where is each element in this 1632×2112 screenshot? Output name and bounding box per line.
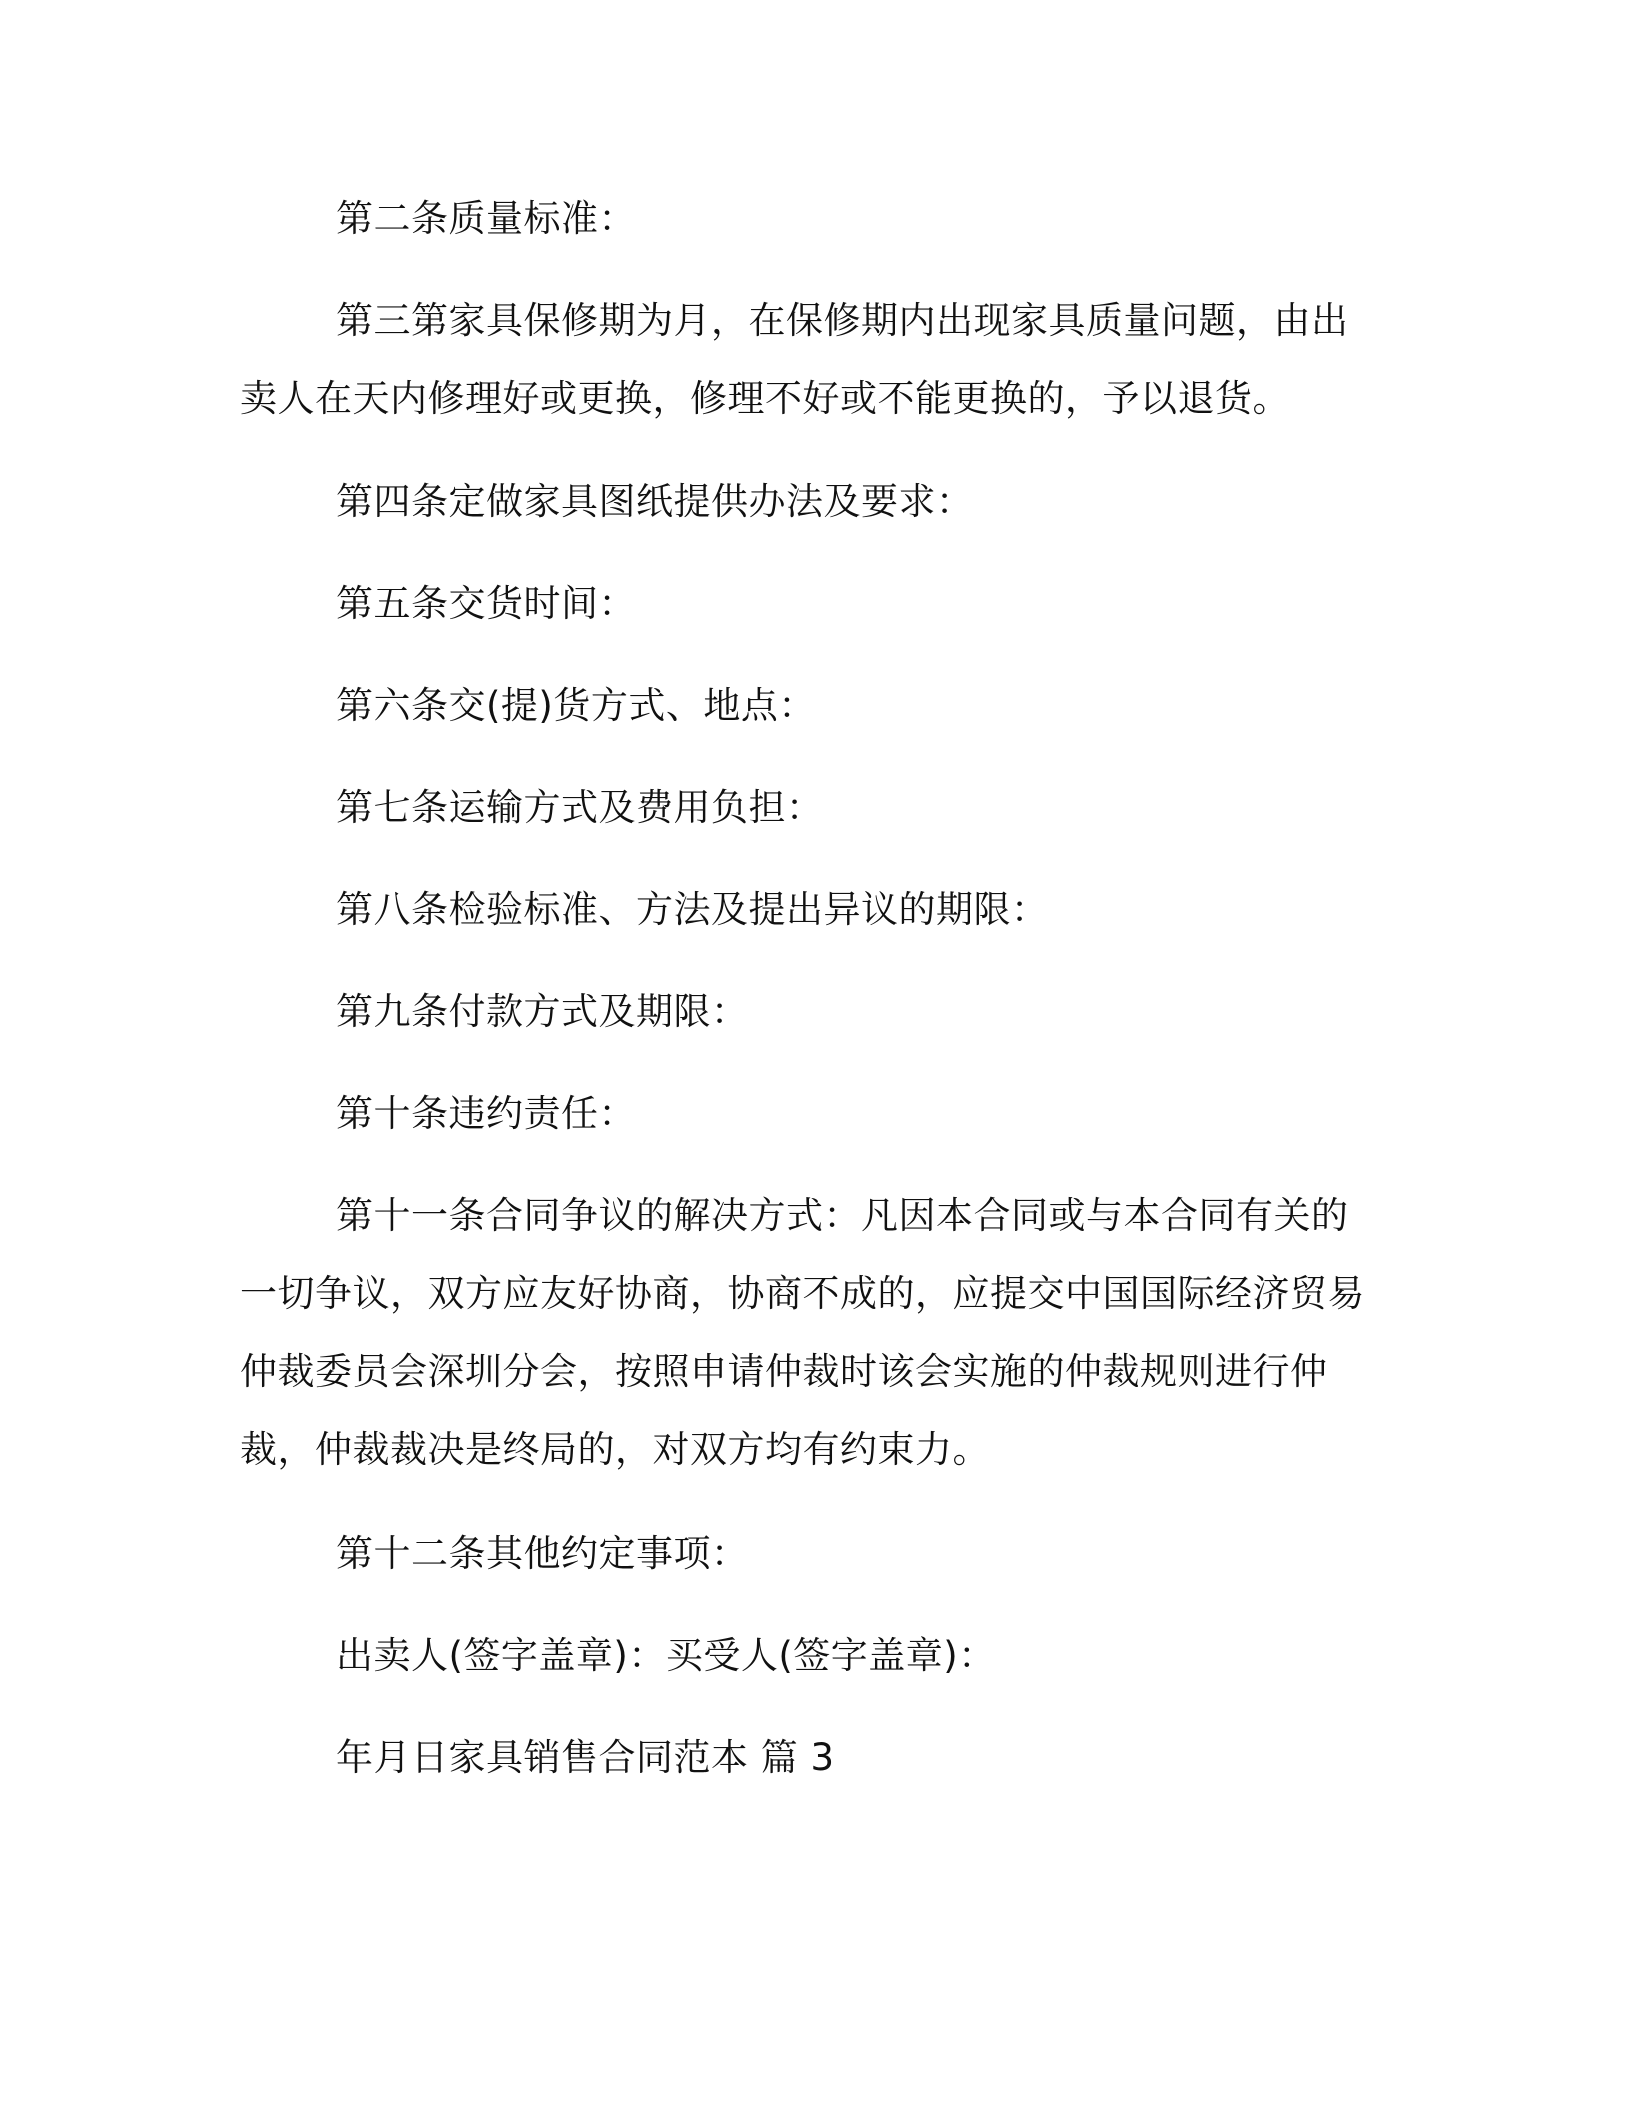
clause-8-inspection: 第八条检验标准、方法及提出异议的期限： [336, 888, 1049, 931]
clause-2-quality-standard: 第二条质量标准： [336, 197, 636, 240]
clause-9-payment: 第九条付款方式及期限： [336, 990, 749, 1033]
clause-11-dispute-resolution: 第十一条合同争议的解决方式：凡因本合同或与本合同有关的一切争议，双方应友好协商，协商不成的，应提交中国国际经济贸易仲裁委员会深圳分会，按照申请仲裁时该会实施的仲裁规则进行仲裁，仲裁裁决是终局的，对双方均有约束力。 [240, 1194, 1365, 1471]
clause-5-delivery-time: 第五条交货时间： [336, 582, 636, 625]
clause-7-transport: 第七条运输方式及费用负担： [336, 786, 824, 829]
clause-10-liability: 第十条违约责任： [336, 1092, 636, 1135]
date-and-section-heading: 年月日家具销售合同范本 篇 3 [336, 1736, 835, 1779]
signature-line: 出卖人(签字盖章)：买受人(签字盖章)： [336, 1634, 996, 1677]
clause-4-drawings: 第四条定做家具图纸提供办法及要求： [336, 480, 974, 523]
clause-3-warranty: 第三第家具保修期为月，在保修期内出现家具质量问题，由出卖人在天内修理好或更换，修理不好或不能更换的，予以退货。 [240, 299, 1349, 420]
clause-6-delivery-method: 第六条交(提)货方式、地点： [336, 684, 816, 727]
clause-12-other-matters: 第十二条其他约定事项： [336, 1532, 749, 1575]
